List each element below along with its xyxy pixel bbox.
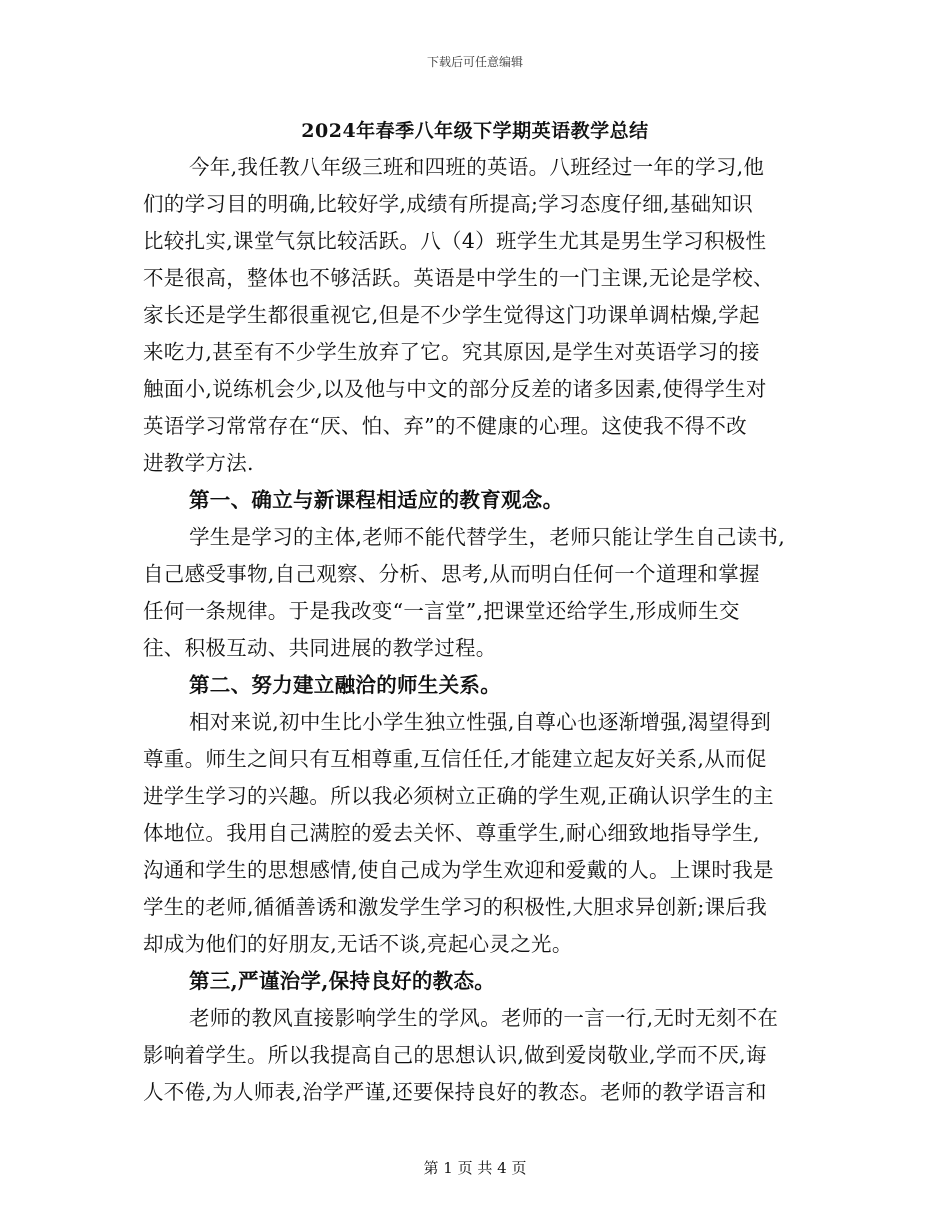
paragraph-line: 不是很高，整体也不够活跃。英语是中学生的一门主课,无论是学校、	[143, 266, 774, 290]
paragraph-line: 进学生学习的兴趣。所以我必须树立正确的学生观,正确认识学生的主	[143, 784, 774, 808]
paragraph-line: 触面小,说练机会少,以及他与中文的部分反差的诸多因素,使得学生对	[143, 377, 767, 401]
paragraph-line: 比较扎实,课堂气氛比较活跃。八（4）班学生尤其是男生学习积极性	[143, 229, 767, 253]
paragraph-line: 学生是学习的主体,老师不能代替学生，老师只能让学生自己读书,	[189, 525, 786, 549]
document-title: 2024年春季八年级下学期英语教学总结	[301, 120, 649, 142]
page-header: 下载后可任意编辑	[426, 55, 523, 69]
page-footer: 第 1 页 共 4 页	[423, 1159, 527, 1177]
paragraph-line: 学生的老师,循循善诱和激发学生学习的积极性,大胆求异创新;课后我	[143, 895, 768, 919]
paragraph-line: 今年,我任教八年级三班和四班的英语。八班经过一年的学习,他	[189, 155, 765, 179]
paragraph-line: 老师的教风直接影响学生的学风。老师的一言一行,无时无刻不在	[189, 1006, 779, 1030]
paragraph-line: 相对来说,初中生比小学生独立性强,自尊心也逐渐增强,渴望得到	[189, 710, 772, 734]
paragraph-line: 人不倦,为人师表,治学严谨,还要保持良好的教态。老师的教学语言和	[143, 1080, 767, 1104]
paragraph-line: 影响着学生。所以我提高自己的思想认识,做到爱岗敬业,学而不厌,诲	[143, 1043, 767, 1067]
paragraph-line: 来吃力,甚至有不少学生放弃了它。究其原因,是学生对英语学习的接	[143, 340, 760, 364]
paragraph-line: 往、积极互动、共同进展的教学过程。	[143, 636, 497, 660]
paragraph-line: 沟通和学生的思想感情,使自己成为学生欢迎和爱戴的人。上课时我是	[143, 858, 774, 882]
section-heading: 第三,严谨治学,保持良好的教态。	[189, 969, 496, 993]
section-heading: 第一、确立与新课程相适应的教育观念。	[189, 488, 564, 512]
paragraph-line: 体地位。我用自己满腔的爱去关怀、尊重学生,耐心细致地指导学生,	[143, 821, 760, 845]
paragraph-line: 们的学习目的明确,比较好学,成绩有所提高;学习态度仔细,基础知识	[143, 192, 754, 216]
paragraph-line: 英语学习常常存在“厌、怕、弃”的不健康的心理。这使我不得不改	[143, 414, 747, 438]
paragraph-line: 却成为他们的好朋友,无话不谈,亮起心灵之光。	[143, 932, 573, 956]
paragraph-line: 进教学方法.	[143, 451, 254, 475]
paragraph-line: 尊重。师生之间只有互相尊重,互信任任,才能建立起友好关系,从而促	[143, 747, 767, 771]
paragraph-line: 家长还是学生都很重视它,但是不少学生觉得这门功课单调枯燥,学起	[143, 303, 760, 327]
paragraph-line: 自己感受事物,自己观察、分析、思考,从而明白任何一个道理和掌握	[143, 562, 760, 586]
paragraph-line: 任何一条规律。于是我改变“一言堂”,把课堂还给学生,形成师生交	[143, 599, 740, 623]
section-heading: 第二、努力建立融洽的师生关系。	[189, 673, 501, 697]
